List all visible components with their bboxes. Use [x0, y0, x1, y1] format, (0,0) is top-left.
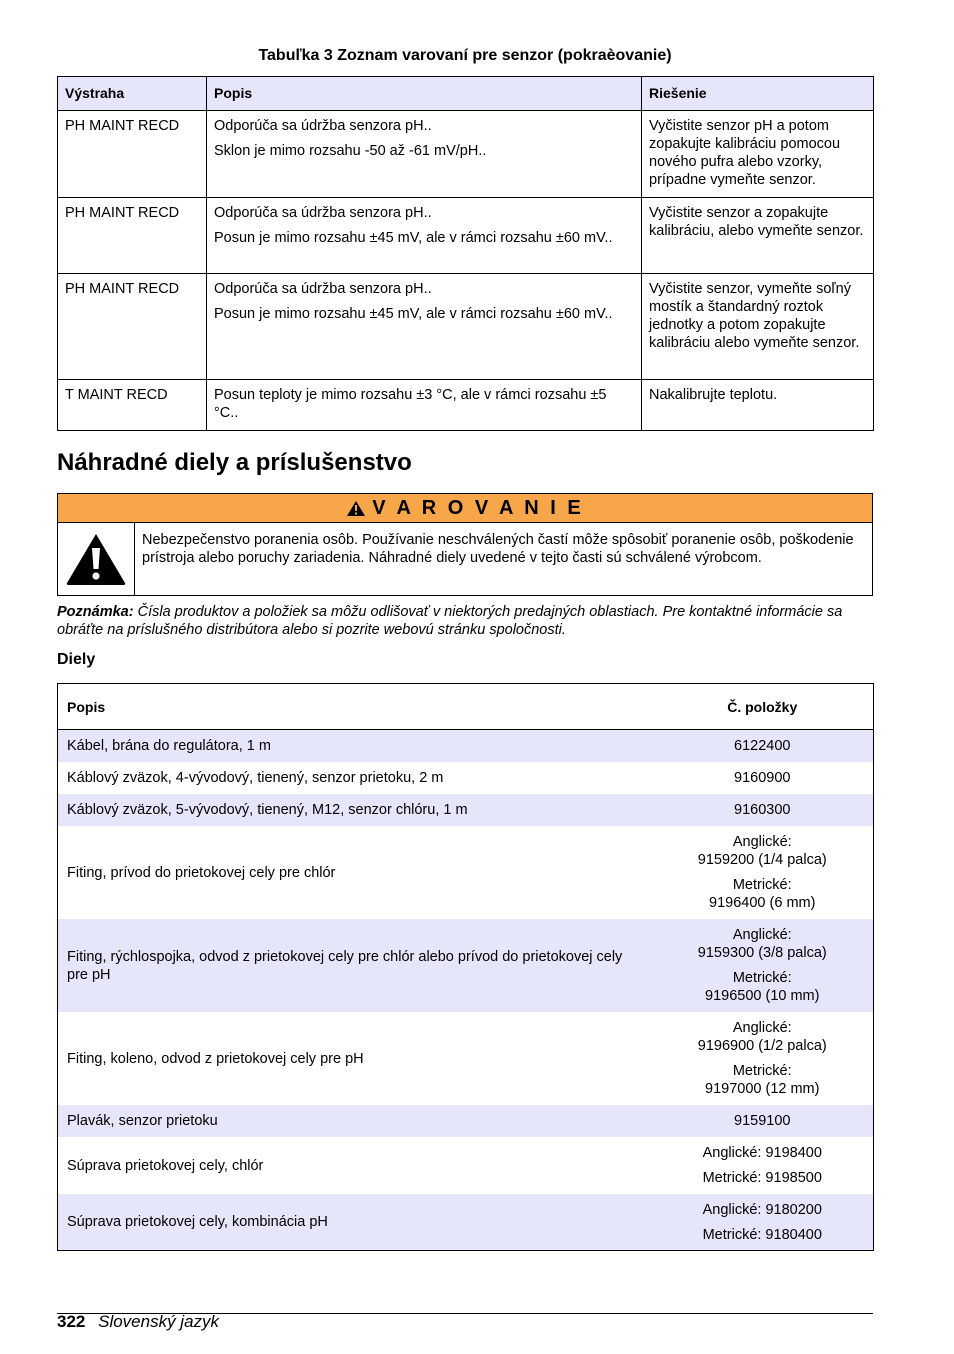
description-line: Odporúča sa údržba senzora pH.. [214, 118, 432, 134]
description-line: Posun je mimo rozsahu ±45 mV, ale v rámci rozsahu ±60 mV.. [214, 306, 613, 322]
part-number-line: 9196400 (6 mm) [709, 895, 816, 911]
warning-icon-cell [58, 523, 135, 595]
part-number-cell [652, 826, 874, 919]
table-header-row [58, 77, 874, 111]
description-line: Sklon je mimo rozsahu -50 až -61 mV/pH.. [214, 143, 487, 159]
table-header-row [58, 684, 874, 730]
column-header-description: Popis [58, 684, 652, 730]
part-description: Fiting, koleno, odvod z prietokovej cely pre pH [67, 1050, 364, 1067]
solution-cell: Vyčistite senzor a zopakujte kalibráciu, alebo vymeňte senzor. [642, 198, 874, 274]
table-row [58, 1137, 874, 1194]
table-caption: Tabuľka 3 Zoznam varovaní pre senzor (pokraèovanie) [258, 47, 672, 64]
column-header-item-number: Č. položky [652, 684, 874, 730]
warning-header [58, 494, 872, 523]
part-number-line: 9159300 (3/8 palca) [697, 945, 827, 961]
note-text: Čísla produktov a položiek sa môžu odlišovať v niektorých predajných oblastiach. Pre kontaktné informácie sa obráťte na príslušného distribútora alebo si pozrite webovú stránku spoločnosti. [57, 604, 843, 638]
part-number-line: Anglické: [732, 1020, 792, 1036]
table-row [58, 762, 874, 794]
alert-cell: T MAINT RECD [58, 380, 207, 431]
table-row [58, 794, 874, 826]
alert-cell: PH MAINT RECD [58, 198, 207, 274]
part-number-cell [652, 1194, 874, 1251]
column-header-solution: Riešenie [642, 77, 874, 111]
part-number-line: Metrické: [732, 970, 792, 986]
part-description: Súprava prietokovej cely, chlór [67, 1157, 264, 1174]
alert-cell: PH MAINT RECD [58, 274, 207, 380]
part-number-line: Anglické: 9180200 [702, 1201, 822, 1218]
description-line: Odporúča sa údržba senzora pH.. [214, 281, 432, 297]
part-number-cell [652, 919, 874, 1012]
part-number-line: Anglické: [732, 927, 792, 943]
parts-table [57, 683, 874, 1251]
column-header-description: Popis [207, 77, 642, 111]
table-row [58, 919, 874, 1012]
part-description: Káblový zväzok, 4-vývodový, tienený, senzor prietoku, 2 m [67, 770, 444, 786]
part-number-line: Metrické: 9198500 [702, 1170, 822, 1186]
part-number-line: 9159200 (1/4 palca) [697, 852, 827, 868]
footer-language: Slovenský jazyk [98, 1312, 220, 1331]
part-number-cell [652, 1012, 874, 1105]
table-row [58, 1194, 874, 1251]
table-row [58, 1012, 874, 1105]
part-number: 6122400 [652, 730, 874, 762]
part-number-line: Metrické: [732, 877, 792, 893]
solution-cell: Vyčistite senzor pH a potom zopakujte kalibráciu pomocou nového pufra alebo vzorky, prípadne vymeňte senzor. [642, 111, 874, 198]
description-cell [207, 274, 642, 380]
part-number-line: Anglické: [732, 834, 792, 850]
table-row [58, 111, 874, 198]
table-row [58, 274, 874, 380]
note-label: Poznámka: [57, 604, 134, 620]
description-line: Odporúča sa údržba senzora pH.. [214, 205, 432, 221]
note [57, 603, 873, 639]
table-row [58, 1105, 874, 1137]
part-number-cell [652, 1137, 874, 1194]
section-title: Náhradné diely a príslušenstvo [57, 449, 412, 476]
part-number-line: 9196500 (10 mm) [705, 988, 820, 1004]
warning-box [57, 493, 873, 596]
part-number: 9160300 [652, 794, 874, 826]
table-row [58, 826, 874, 919]
description-line: Posun teploty je mimo rozsahu ±3 °C, ale v rámci rozsahu ±5 °C.. [214, 387, 607, 421]
part-number-line: Metrické: [732, 1063, 792, 1079]
parts-heading: Diely [57, 651, 96, 668]
description-cell [207, 111, 642, 198]
warning-text: Nebezpečenstvo poranenia osôb. Používanie neschválených častí môže spôsobiť poranenie osôb, poškodenie prístroja alebo poruchy zariadenia. Náhradné diely uvedené v tejto časti sú schválené výrobcom. [142, 532, 854, 566]
part-description: Fiting, rýchlospojka, odvod z prietokovej cely pre chlór alebo prívod do prietokovej cely pre pH [58, 919, 652, 1012]
solution-cell: Nakalibrujte teplotu. [642, 380, 874, 431]
part-number-line: 9197000 (12 mm) [705, 1081, 820, 1097]
part-description: Kábel, brána do regulátora, 1 m [58, 730, 652, 762]
description-cell [207, 380, 642, 431]
sensor-warnings-table [57, 76, 874, 431]
part-number-line: 9196900 (1/2 palca) [697, 1038, 827, 1054]
part-number: 9159100 [652, 1105, 874, 1137]
page-number: 322 [57, 1312, 86, 1331]
description-line: Posun je mimo rozsahu ±45 mV, ale v rámci rozsahu ±60 mV.. [214, 230, 613, 246]
table-row [58, 198, 874, 274]
warning-label: V A R O V A N I E [372, 496, 584, 519]
column-header-alert: Výstraha [58, 77, 207, 111]
table-row [58, 380, 874, 431]
page-footer [57, 1312, 219, 1332]
part-description: Káblový zväzok, 5-vývodový, tienený, M12, senzor chlóru, 1 m [58, 794, 652, 826]
exclamation-triangle-icon [65, 532, 127, 586]
part-number-line: Metrické: 9180400 [702, 1226, 822, 1243]
warning-triangle-small-icon [346, 500, 366, 517]
description-cell [207, 198, 642, 274]
solution-cell: Vyčistite senzor, vymeňte soľný mostík a štandardný roztok jednotky a potom zopakujte kalibráciu alebo vymeňte senzor. [642, 274, 874, 380]
alert-cell: PH MAINT RECD [58, 111, 207, 198]
part-number-line: Anglické: 9198400 [702, 1145, 822, 1161]
part-description: Súprava prietokovej cely, kombinácia pH [58, 1194, 652, 1251]
part-description: Fiting, prívod do prietokovej cely pre chlór [67, 864, 336, 881]
part-number: 9160900 [734, 770, 791, 786]
table-row [58, 730, 874, 762]
warning-body [58, 523, 872, 595]
part-description: Plavák, senzor prietoku [58, 1105, 652, 1137]
